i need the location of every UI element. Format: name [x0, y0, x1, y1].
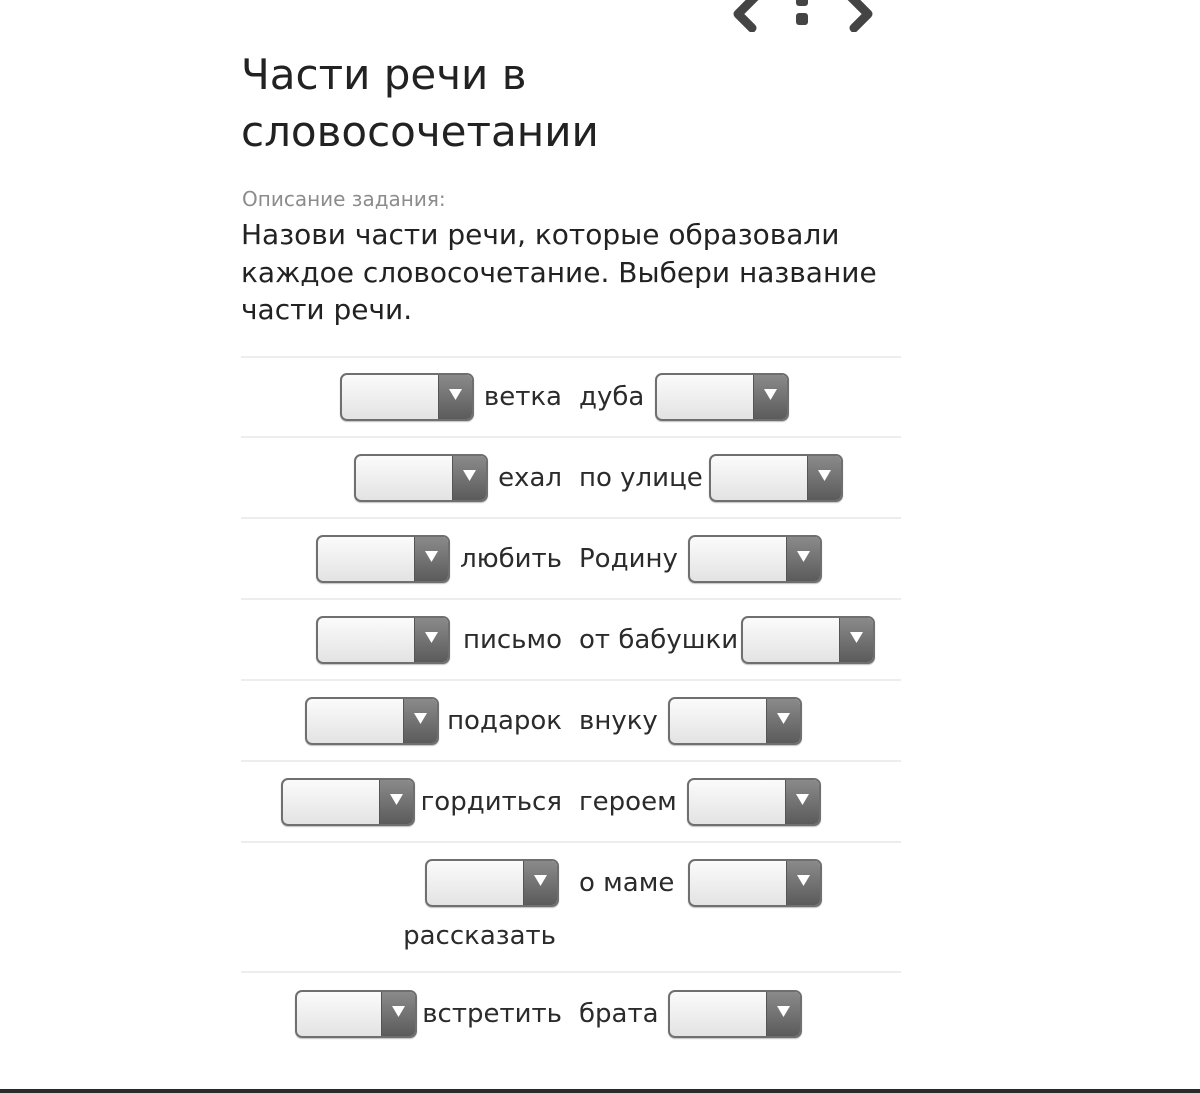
- right-word: внуку: [579, 706, 658, 736]
- left-word: ехал: [498, 463, 562, 493]
- triangle-down-icon: [818, 470, 831, 481]
- dropdown-button[interactable]: [766, 699, 800, 743]
- triangle-down-icon: [425, 551, 438, 562]
- triangle-down-icon: [797, 551, 810, 562]
- dropdown-button[interactable]: [381, 992, 415, 1036]
- dropdown-button[interactable]: [523, 861, 557, 905]
- right-word: от бабушки: [579, 625, 739, 655]
- left-part-of-speech-select[interactable]: [316, 616, 450, 664]
- right-word: Родину: [579, 544, 678, 574]
- dropdown-button[interactable]: [753, 375, 787, 419]
- row-separator: [241, 971, 901, 973]
- triangle-down-icon: [425, 632, 438, 643]
- phrase-row: [0, 990, 1200, 1070]
- triangle-down-icon: [392, 1006, 405, 1017]
- top-navigation: [718, 0, 888, 32]
- chevron-right-icon[interactable]: [842, 0, 882, 32]
- right-word: дуба: [579, 382, 645, 412]
- left-word: встретить: [422, 999, 562, 1029]
- triangle-down-icon: [850, 632, 863, 643]
- more-vertical-icon[interactable]: [791, 0, 813, 32]
- left-part-of-speech-select[interactable]: [281, 778, 415, 826]
- right-part-of-speech-select[interactable]: [687, 778, 821, 826]
- right-part-of-speech-select[interactable]: [655, 373, 789, 421]
- triangle-down-icon: [414, 713, 427, 724]
- page-title: [241, 46, 881, 160]
- row-separator: [241, 356, 901, 358]
- right-word: героем: [579, 787, 677, 817]
- phrase-row: [0, 454, 1200, 534]
- triangle-down-icon: [796, 794, 809, 805]
- bottom-border: [0, 1089, 1200, 1093]
- triangle-down-icon: [797, 875, 810, 886]
- dropdown-button[interactable]: [379, 780, 413, 824]
- right-part-of-speech-select[interactable]: [709, 454, 843, 502]
- triangle-down-icon: [534, 875, 547, 886]
- left-word: рассказать: [403, 921, 556, 951]
- left-part-of-speech-select[interactable]: [316, 535, 450, 583]
- left-part-of-speech-select[interactable]: [354, 454, 488, 502]
- left-word: подарок: [447, 706, 562, 736]
- description-label: Описание задания:: [242, 187, 446, 211]
- left-word: письмо: [462, 625, 562, 655]
- dropdown-button[interactable]: [403, 699, 437, 743]
- triangle-down-icon: [463, 470, 476, 481]
- dropdown-button[interactable]: [452, 456, 486, 500]
- right-word: брата: [579, 999, 659, 1029]
- left-part-of-speech-select[interactable]: [305, 697, 439, 745]
- phrase-row: [0, 373, 1200, 453]
- right-part-of-speech-select[interactable]: [688, 535, 822, 583]
- phrase-row: [0, 535, 1200, 615]
- dropdown-button[interactable]: [786, 537, 820, 581]
- left-word: гордиться: [420, 787, 562, 817]
- left-part-of-speech-select[interactable]: [340, 373, 474, 421]
- dropdown-button[interactable]: [414, 618, 448, 662]
- right-part-of-speech-select[interactable]: [741, 616, 875, 664]
- triangle-down-icon: [764, 389, 777, 400]
- triangle-down-icon: [777, 1006, 790, 1017]
- dropdown-button[interactable]: [438, 375, 472, 419]
- dropdown-button[interactable]: [414, 537, 448, 581]
- triangle-down-icon: [777, 713, 790, 724]
- left-word: любить: [460, 544, 562, 574]
- title-line-2: словосочетании: [241, 107, 599, 156]
- right-part-of-speech-select[interactable]: [668, 990, 802, 1038]
- right-word: о маме: [579, 868, 675, 898]
- phrase-row: [0, 859, 1200, 971]
- right-part-of-speech-select[interactable]: [688, 859, 822, 907]
- phrase-row: [0, 616, 1200, 696]
- dropdown-button[interactable]: [766, 992, 800, 1036]
- triangle-down-icon: [390, 794, 403, 805]
- dropdown-button[interactable]: [785, 780, 819, 824]
- left-word: ветка: [483, 382, 562, 412]
- left-part-of-speech-select[interactable]: [295, 990, 417, 1038]
- dropdown-button[interactable]: [786, 861, 820, 905]
- phrase-row: [0, 778, 1200, 858]
- dropdown-button[interactable]: [807, 456, 841, 500]
- title-line-1: Части речи в: [241, 50, 527, 99]
- dropdown-button[interactable]: [839, 618, 873, 662]
- left-part-of-speech-select[interactable]: [425, 859, 559, 907]
- right-word: по улице: [579, 463, 703, 493]
- right-part-of-speech-select[interactable]: [668, 697, 802, 745]
- description-text: Назови части речи, которые образовали каждое словосочетание. Выбери название части речи.: [241, 218, 877, 326]
- phrase-row: [0, 697, 1200, 777]
- chevron-left-icon[interactable]: [724, 0, 764, 32]
- triangle-down-icon: [449, 389, 462, 400]
